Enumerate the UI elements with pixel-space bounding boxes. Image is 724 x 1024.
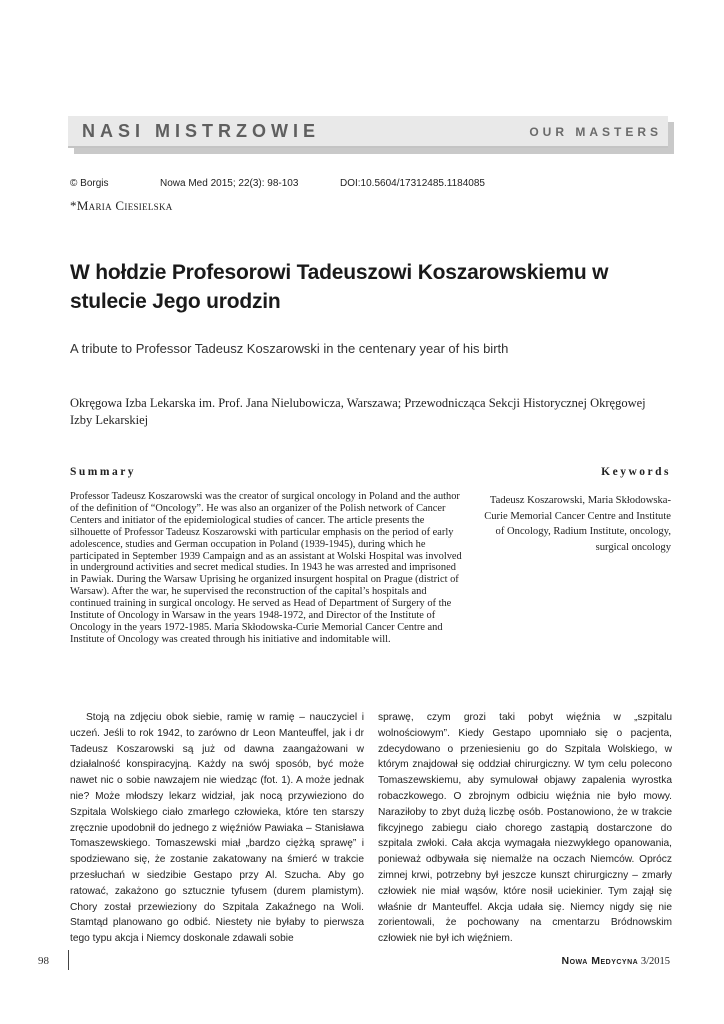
page-number: 98 [38, 955, 49, 967]
summary-text: Professor Tadeusz Koszarowski was the creator of surgical oncology in Poland and the author of the definition of “Oncology”. He was also an organizer of the Polish network of Cancer Centers and initiator of the epidemiological studies of cancer. The article presents the silhouette of Professor Tadeusz Koszarowski with particular emphasis on the period of early adolescence, studies and German occupation in Poland (1939-1945), during which he participated in September 1939 Campaign and as an assistant at Wolski Hospital was involved in underground activities and secret medical studies. In 1943 he was arrested and imprisoned in Pawiak. During the Warsaw Uprising he organized insurgent hospital on Prague (district of Warsaw). After the war, he supervised the reconstruction of the capital’s hospitals and continued training in surgical oncology. He served as Head of Department of Surgery of the Institute of Oncology in Warsaw in the years 1948-1972, and Director of the Institute of Oncology in the years 1972-1985. Maria Skłodowska-Curie Memorial Cancer Centre and Institute of Oncology was created through his initiative and indomitable will. [70, 491, 462, 645]
header-box [68, 116, 668, 148]
footer-divider [68, 950, 69, 970]
author-name: Maria Ciesielska [76, 198, 173, 213]
article-title: W hołdzie Profesorowi Tadeuszowi Koszarowskiemu w stulecie Jego urodzin [70, 261, 609, 313]
body-column-right: sprawę, czym grozi taki pobyt więźnia w „szpitalu wolnościowym”. Kiedy Gestapo upomniało się o pacjenta, zdecydowano o przeniesieniu go do Szpitala Wolskiego, w którym znajdował się oddział chirurgiczny. W tym celu polecono Tomaszewskiemu, aby symulował objawy zapalenia wyrostka robaczkowego. O zbrojnym odbiciu więźnia nie było mowy. Naraziłoby to zbyt dużą liczbę osób. Postanowiono, że w trakcie fikcyjnego zabiegu ciało chorego zastąpią dostarczone do szpitala zwłoki. Cała akcja wymagała niezwykłego opanowania, ponieważ odbywała się niemalże na oczach Niemców. Oprócz zimnej krwi, potrzebny był jeszcze kunszt chirurgiczny – zmarły człowiek nie miał wąsów, które nosił uciekinier. Tym zajął się właśnie dr Manteuffel. Akcja udała się. Niemcy nigdy się nie zorientowali, że pochowany na cmentarzu Bródnowskim człowiek nie był ich więźniem. [378, 712, 672, 945]
section-title-en: OUR MASTERS [529, 125, 662, 139]
keywords-text: Tadeusz Koszarowski, Maria Skłodowska-Curie Memorial Cancer Centre and Institute of Oncology, Radium Institute, oncology, surgical oncology [484, 495, 671, 553]
section-title-pl: NASI MISTRZOWIE [82, 121, 320, 141]
author [70, 198, 173, 214]
citation: Nowa Med 2015; 22(3): 98-103 [160, 178, 299, 189]
body-column-left: Stoją na zdjęciu obok siebie, ramię w ramię – nauczyciel i uczeń. Jeśli to rok 1942, to zarówno dr Leon Manteuffel, jak i dr Tadeusz Koszarowski są już od dawna zaangażowani w działalność konspiracyjną. Każdy na swój sposób, być może nawet nic o sobie nawzajem nie wiedząc (fot. 1). A może jednak nie? Może młodszy lekarz widział, jak nocą przywieziono do Szpitala Wolskiego ciało zmarłego człowieka, które ten starszy zręcznie upodobnił do jednego z więźniów Pawiaka – Stanisława Tomaszewskiego. Tomaszewski miał „bardzo ciężką sprawę” i spodziewano się, że zostanie zakatowany na śmierć w trakcie przesłuchań w siedzibie Gestapo przy Al. Szucha. Aby go ratować, zakażono go sztucznie tyfusem (durem plamistym). Chory został przewieziony do Szpitala Zakaźnego na Woli. Stamtąd planowano go odbić. Niestety nie byłaby to pierwsza tego typu akcja i Niemcy doskonale zdawali sobie [70, 712, 364, 945]
journal-issue: 3/2015 [640, 956, 670, 967]
affiliation: Okręgowa Izba Lekarska im. Prof. Jana Nielubowicza, Warszawa; Przewodnicząca Sekcji Historycznej Okręgowej Izby Lekarskiej [70, 396, 646, 427]
section-header [68, 116, 668, 148]
journal-footer [562, 955, 671, 967]
article-subtitle: A tribute to Professor Tadeusz Koszarowski in the centenary year of his birth [70, 341, 509, 356]
copyright: © Borgis [70, 178, 109, 189]
keywords-heading: Keywords [601, 466, 671, 478]
doi: DOI:10.5604/17312485.1184085 [340, 178, 485, 189]
author-marker: * [70, 198, 77, 213]
summary-heading: Summary [70, 466, 137, 478]
journal-name: Nowa Medycyna [561, 955, 639, 967]
